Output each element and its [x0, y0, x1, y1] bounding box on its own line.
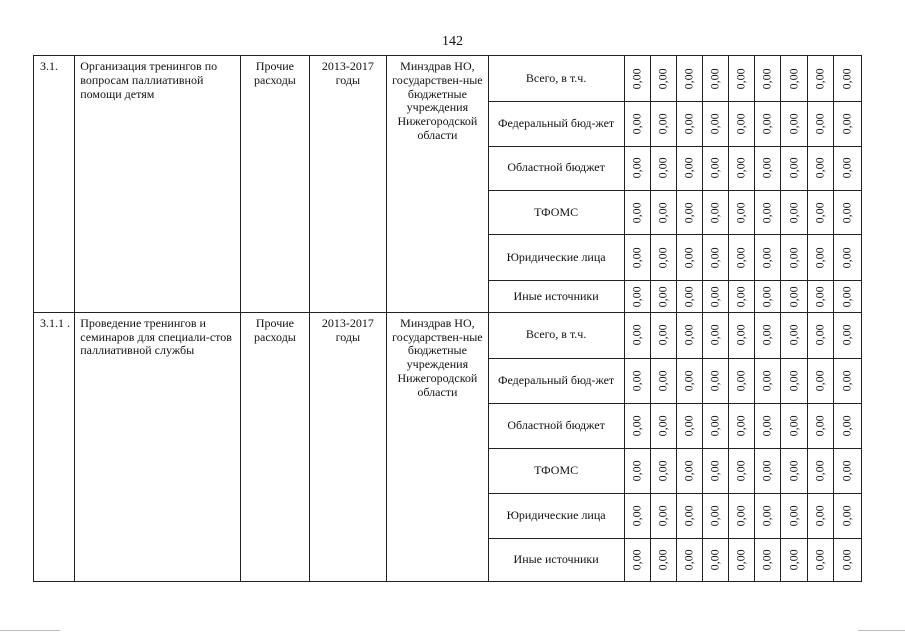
amount-cell — [833, 56, 861, 102]
amount-value: 0,00 — [812, 460, 827, 482]
amount-cell — [781, 449, 807, 494]
amount-value: 0,00 — [839, 67, 854, 89]
amount-value: 0,00 — [839, 113, 854, 135]
amount-cell — [702, 146, 728, 190]
amount-cell — [755, 281, 781, 313]
amount-value: 0,00 — [629, 286, 644, 308]
amount-value: 0,00 — [655, 67, 670, 89]
amount-value: 0,00 — [733, 113, 748, 135]
amount-cell — [650, 494, 676, 539]
amount-value: 0,00 — [786, 324, 801, 346]
amount-cell — [702, 190, 728, 235]
amount-value: 0,00 — [812, 286, 827, 308]
amount-value: 0,00 — [681, 286, 696, 308]
amount-value: 0,00 — [655, 324, 670, 346]
period: 2013-2017 годы — [309, 56, 386, 313]
amount-value: 0,00 — [839, 415, 854, 437]
amount-cell — [650, 403, 676, 449]
amount-value: 0,00 — [759, 505, 774, 527]
amount-value: 0,00 — [839, 247, 854, 269]
amount-value: 0,00 — [759, 113, 774, 135]
amount-value: 0,00 — [786, 201, 801, 223]
amount-cell — [781, 146, 807, 190]
amount-value: 0,00 — [681, 415, 696, 437]
amount-cell — [807, 190, 833, 235]
amount-value: 0,00 — [839, 460, 854, 482]
amount-value: 0,00 — [655, 505, 670, 527]
amount-cell — [781, 539, 807, 582]
amount-value: 0,00 — [707, 157, 722, 179]
funding-source: Федеральный бюд-жет — [488, 101, 624, 146]
amount-value: 0,00 — [629, 415, 644, 437]
table-row — [34, 56, 862, 102]
amount-cell — [807, 358, 833, 403]
amount-cell — [676, 403, 702, 449]
amount-cell — [755, 101, 781, 146]
amount-cell — [833, 235, 861, 281]
amount-value: 0,00 — [681, 247, 696, 269]
amount-value: 0,00 — [707, 415, 722, 437]
amount-cell — [624, 101, 650, 146]
executor: Минздрав НО, государствен-ные бюджетные учреждения Нижегородской области — [387, 56, 489, 313]
amount-value: 0,00 — [655, 415, 670, 437]
amount-cell — [807, 56, 833, 102]
amount-value: 0,00 — [655, 157, 670, 179]
amount-cell — [729, 449, 755, 494]
amount-value: 0,00 — [733, 247, 748, 269]
amount-cell — [755, 449, 781, 494]
amount-cell — [833, 146, 861, 190]
amount-value: 0,00 — [629, 324, 644, 346]
period: 2013-2017 годы — [309, 312, 386, 581]
amount-value: 0,00 — [707, 201, 722, 223]
amount-value: 0,00 — [733, 286, 748, 308]
amount-cell — [781, 101, 807, 146]
amount-cell — [650, 281, 676, 313]
item-name: Организация тренингов по вопросам паллиативной помощи детям — [75, 56, 241, 313]
funding-source: Иные источники — [488, 539, 624, 582]
amount-value: 0,00 — [759, 549, 774, 571]
amount-value: 0,00 — [812, 67, 827, 89]
amount-value: 0,00 — [759, 460, 774, 482]
amount-value: 0,00 — [733, 460, 748, 482]
amount-value: 0,00 — [786, 113, 801, 135]
amount-cell — [781, 358, 807, 403]
amount-cell — [729, 190, 755, 235]
amount-value: 0,00 — [707, 460, 722, 482]
amount-cell — [729, 281, 755, 313]
amount-cell — [729, 403, 755, 449]
amount-value: 0,00 — [707, 324, 722, 346]
amount-cell — [702, 281, 728, 313]
amount-cell — [650, 449, 676, 494]
amount-cell — [833, 358, 861, 403]
amount-value: 0,00 — [839, 286, 854, 308]
amount-value: 0,00 — [812, 370, 827, 392]
amount-value: 0,00 — [681, 549, 696, 571]
amount-value: 0,00 — [733, 505, 748, 527]
amount-value: 0,00 — [655, 286, 670, 308]
item-number: 3.1.1 . — [34, 312, 75, 581]
amount-cell — [650, 358, 676, 403]
amount-cell — [729, 56, 755, 102]
amount-cell — [676, 358, 702, 403]
funding-source: Областной бюджет — [488, 146, 624, 190]
amount-cell — [676, 281, 702, 313]
amount-value: 0,00 — [839, 157, 854, 179]
amount-cell — [755, 494, 781, 539]
amount-cell — [702, 56, 728, 102]
amount-cell — [650, 56, 676, 102]
amount-cell — [702, 449, 728, 494]
amount-value: 0,00 — [629, 505, 644, 527]
amount-value: 0,00 — [812, 201, 827, 223]
amount-cell — [729, 146, 755, 190]
amount-value: 0,00 — [812, 113, 827, 135]
amount-cell — [729, 101, 755, 146]
amount-value: 0,00 — [681, 67, 696, 89]
amount-value: 0,00 — [839, 505, 854, 527]
expense-type: Прочие расходы — [241, 312, 309, 581]
amount-cell — [755, 235, 781, 281]
amount-cell — [807, 146, 833, 190]
amount-value: 0,00 — [629, 460, 644, 482]
amount-cell — [676, 190, 702, 235]
amount-value: 0,00 — [681, 324, 696, 346]
amount-value: 0,00 — [759, 324, 774, 346]
amount-cell — [729, 494, 755, 539]
funding-source: ТФОМС — [488, 449, 624, 494]
amount-value: 0,00 — [629, 113, 644, 135]
amount-value: 0,00 — [655, 247, 670, 269]
budget-table — [33, 55, 862, 582]
amount-cell — [624, 449, 650, 494]
amount-cell — [650, 190, 676, 235]
amount-cell — [781, 190, 807, 235]
item-name: Проведение тренингов и семинаров для специали-стов паллиативной службы — [75, 312, 241, 581]
amount-value: 0,00 — [786, 157, 801, 179]
amount-cell — [624, 358, 650, 403]
amount-cell — [807, 449, 833, 494]
amount-cell — [676, 146, 702, 190]
amount-cell — [755, 358, 781, 403]
amount-cell — [729, 235, 755, 281]
amount-value: 0,00 — [733, 370, 748, 392]
amount-value: 0,00 — [786, 549, 801, 571]
funding-source: Иные источники — [488, 281, 624, 313]
amount-cell — [702, 312, 728, 358]
amount-cell — [676, 449, 702, 494]
amount-value: 0,00 — [786, 67, 801, 89]
amount-value: 0,00 — [812, 505, 827, 527]
amount-cell — [807, 101, 833, 146]
amount-cell — [676, 494, 702, 539]
amount-cell — [676, 312, 702, 358]
amount-cell — [676, 539, 702, 582]
amount-cell — [807, 235, 833, 281]
amount-cell — [781, 403, 807, 449]
amount-value: 0,00 — [681, 505, 696, 527]
amount-cell — [624, 539, 650, 582]
amount-cell — [650, 539, 676, 582]
amount-value: 0,00 — [681, 201, 696, 223]
amount-value: 0,00 — [812, 157, 827, 179]
amount-cell — [781, 494, 807, 539]
amount-cell — [807, 494, 833, 539]
amount-value: 0,00 — [759, 370, 774, 392]
amount-cell — [729, 358, 755, 403]
amount-cell — [833, 281, 861, 313]
amount-value: 0,00 — [629, 370, 644, 392]
amount-cell — [807, 312, 833, 358]
funding-source: ТФОМС — [488, 190, 624, 235]
amount-value: 0,00 — [707, 370, 722, 392]
amount-value: 0,00 — [733, 201, 748, 223]
amount-cell — [702, 101, 728, 146]
amount-cell — [624, 281, 650, 313]
amount-value: 0,00 — [629, 157, 644, 179]
amount-value: 0,00 — [786, 286, 801, 308]
amount-value: 0,00 — [759, 247, 774, 269]
amount-value: 0,00 — [681, 460, 696, 482]
amount-cell — [807, 539, 833, 582]
amount-cell — [781, 235, 807, 281]
page-number: 142 — [442, 34, 463, 49]
amount-value: 0,00 — [759, 157, 774, 179]
amount-value: 0,00 — [733, 415, 748, 437]
amount-cell — [755, 539, 781, 582]
amount-value: 0,00 — [786, 460, 801, 482]
amount-cell — [650, 312, 676, 358]
amount-cell — [702, 403, 728, 449]
amount-value: 0,00 — [759, 201, 774, 223]
amount-value: 0,00 — [629, 67, 644, 89]
amount-cell — [676, 56, 702, 102]
amount-cell — [833, 403, 861, 449]
amount-cell — [781, 56, 807, 102]
amount-cell — [624, 312, 650, 358]
amount-value: 0,00 — [812, 247, 827, 269]
amount-value: 0,00 — [629, 247, 644, 269]
amount-value: 0,00 — [681, 370, 696, 392]
amount-cell — [755, 56, 781, 102]
funding-source: Юридические лица — [488, 235, 624, 281]
table-row — [34, 312, 862, 358]
amount-cell — [624, 235, 650, 281]
funding-source: Всего, в т.ч. — [488, 312, 624, 358]
amount-value: 0,00 — [786, 505, 801, 527]
amount-value: 0,00 — [733, 549, 748, 571]
amount-cell — [833, 539, 861, 582]
amount-cell — [624, 190, 650, 235]
amount-value: 0,00 — [812, 324, 827, 346]
scan-edge-line — [858, 630, 905, 631]
scan-edge-line — [0, 630, 60, 631]
amount-value: 0,00 — [707, 113, 722, 135]
amount-value: 0,00 — [655, 201, 670, 223]
funding-source: Областной бюджет — [488, 403, 624, 449]
amount-value: 0,00 — [786, 370, 801, 392]
amount-cell — [702, 494, 728, 539]
funding-source: Федеральный бюд-жет — [488, 358, 624, 403]
amount-value: 0,00 — [707, 505, 722, 527]
amount-value: 0,00 — [707, 549, 722, 571]
amount-cell — [807, 403, 833, 449]
amount-value: 0,00 — [655, 460, 670, 482]
amount-value: 0,00 — [629, 549, 644, 571]
amount-cell — [729, 312, 755, 358]
amount-value: 0,00 — [681, 113, 696, 135]
amount-value: 0,00 — [733, 67, 748, 89]
budget-table-body — [34, 56, 862, 582]
executor: Минздрав НО, государствен-ные бюджетные учреждения Нижегородской области — [387, 312, 489, 581]
amount-cell — [676, 101, 702, 146]
item-number: 3.1. — [34, 56, 75, 313]
amount-cell — [833, 312, 861, 358]
amount-value: 0,00 — [707, 67, 722, 89]
amount-cell — [807, 281, 833, 313]
amount-cell — [702, 358, 728, 403]
amount-value: 0,00 — [707, 247, 722, 269]
amount-value: 0,00 — [759, 67, 774, 89]
amount-value: 0,00 — [812, 415, 827, 437]
amount-value: 0,00 — [839, 549, 854, 571]
amount-value: 0,00 — [812, 549, 827, 571]
amount-value: 0,00 — [839, 370, 854, 392]
amount-cell — [624, 403, 650, 449]
amount-value: 0,00 — [655, 549, 670, 571]
amount-cell — [833, 101, 861, 146]
amount-value: 0,00 — [839, 201, 854, 223]
amount-cell — [676, 235, 702, 281]
amount-value: 0,00 — [733, 157, 748, 179]
amount-value: 0,00 — [786, 247, 801, 269]
amount-cell — [624, 146, 650, 190]
amount-cell — [702, 539, 728, 582]
amount-value: 0,00 — [786, 415, 801, 437]
amount-cell — [755, 190, 781, 235]
amount-cell — [702, 235, 728, 281]
amount-cell — [624, 56, 650, 102]
amount-value: 0,00 — [681, 157, 696, 179]
amount-cell — [650, 235, 676, 281]
amount-cell — [650, 101, 676, 146]
amount-value: 0,00 — [759, 415, 774, 437]
amount-cell — [781, 281, 807, 313]
amount-cell — [833, 190, 861, 235]
amount-value: 0,00 — [629, 201, 644, 223]
expense-type: Прочие расходы — [241, 56, 309, 313]
amount-cell — [755, 403, 781, 449]
amount-value: 0,00 — [759, 286, 774, 308]
amount-value: 0,00 — [707, 286, 722, 308]
amount-cell — [729, 539, 755, 582]
amount-cell — [833, 494, 861, 539]
amount-value: 0,00 — [655, 370, 670, 392]
amount-cell — [755, 146, 781, 190]
amount-value: 0,00 — [839, 324, 854, 346]
amount-cell — [755, 312, 781, 358]
funding-source: Юридические лица — [488, 494, 624, 539]
amount-cell — [781, 312, 807, 358]
funding-source: Всего, в т.ч. — [488, 56, 624, 102]
amount-cell — [624, 494, 650, 539]
amount-cell — [650, 146, 676, 190]
amount-value: 0,00 — [655, 113, 670, 135]
amount-cell — [833, 449, 861, 494]
amount-value: 0,00 — [733, 324, 748, 346]
